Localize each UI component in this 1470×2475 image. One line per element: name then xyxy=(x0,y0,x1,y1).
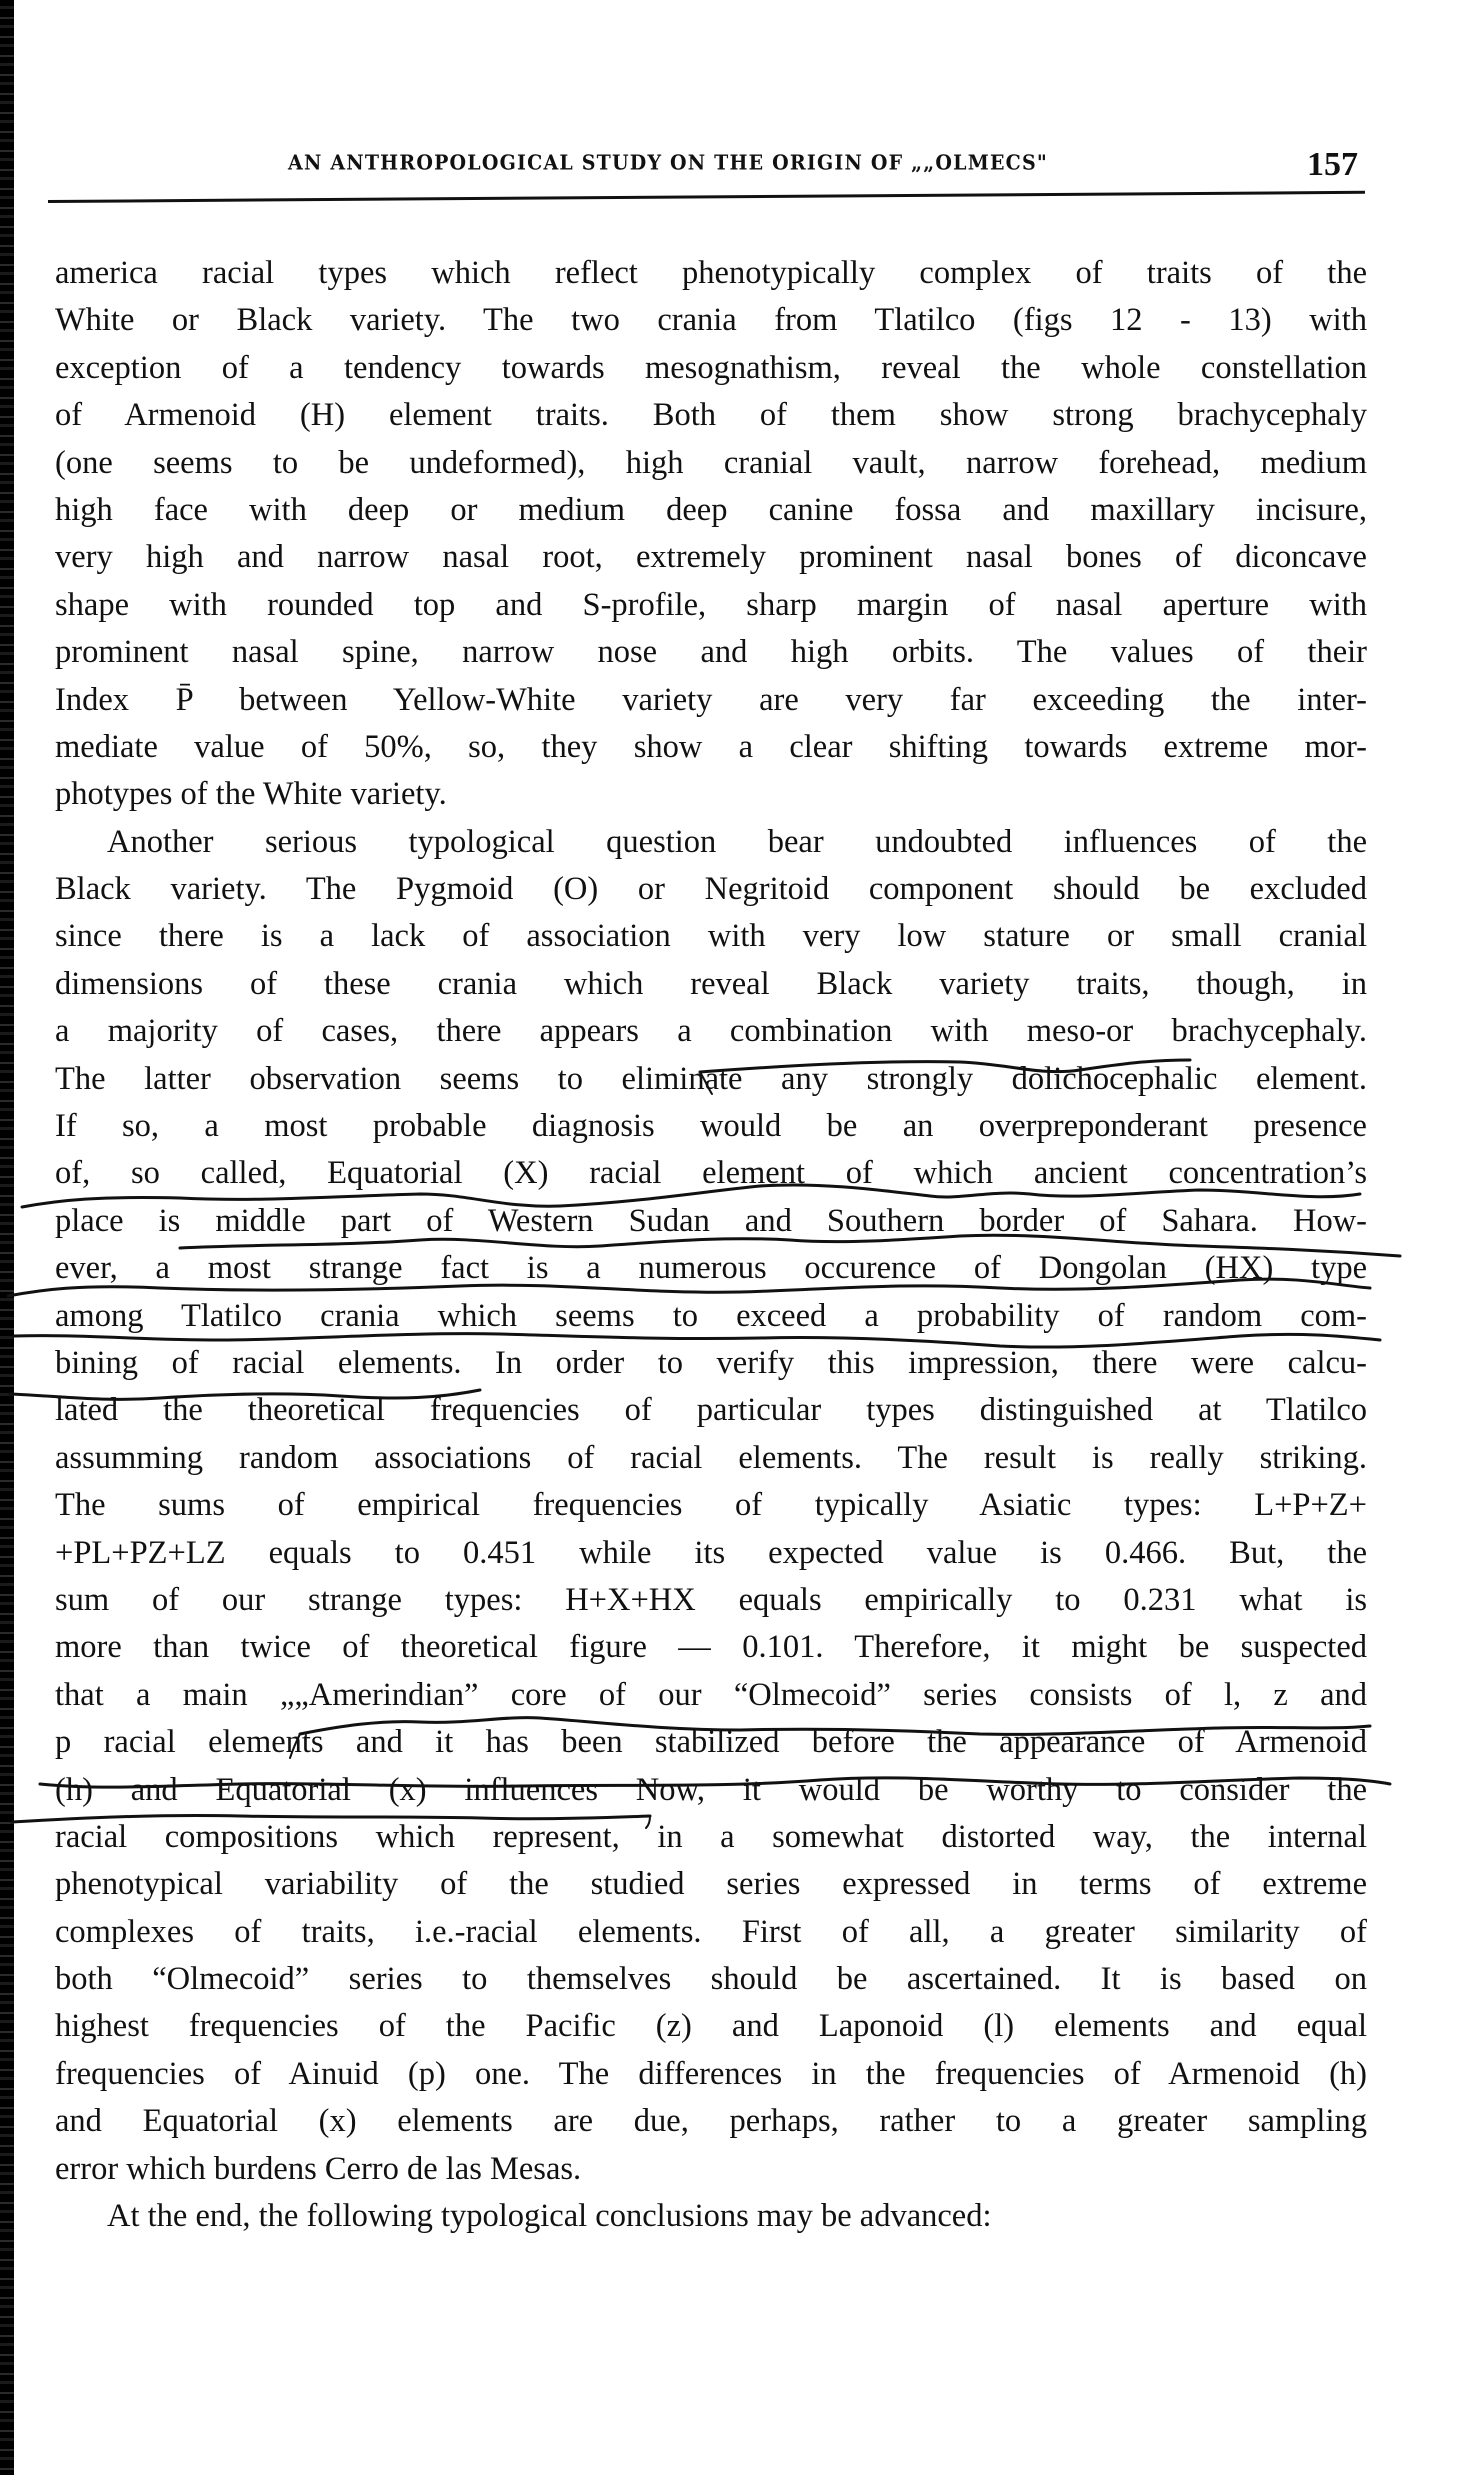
text-line: that a main „„Amerindian” core of our “Olmecoid” series consists of l, z and xyxy=(55,1676,1367,1713)
text-line: among Tlatilco crania which seems to exceed a probability of random com- xyxy=(55,1297,1367,1334)
text-line: frequencies of Ainuid (p) one. The differences in the frequencies of Armenoid (h) xyxy=(55,2055,1367,2092)
text-line: +PL+PZ+LZ equals to 0.451 while its expected value is 0.466. But, the xyxy=(55,1534,1367,1571)
text-line: lated the theoretical frequencies of particular types distinguished at Tlatilco xyxy=(55,1392,1367,1429)
header-rule xyxy=(48,191,1365,203)
text-line: a majority of cases, there appears a combination with meso-or brachycephaly. xyxy=(55,1013,1367,1050)
text-line: The sums of empirical frequencies of typically Asiatic types: L+P+Z+ xyxy=(55,1487,1367,1524)
page-number: 157 xyxy=(1307,146,1358,183)
text-line: The latter observation seems to eliminate any strongly dolichocephalic element. xyxy=(55,1060,1367,1097)
text-line: dimensions of these crania which reveal Black variety traits, though, in xyxy=(55,965,1367,1002)
body-text xyxy=(55,250,1367,2240)
text-line: White or Black variety. The two crania from Tlatilco (figs 12 - 13) with xyxy=(55,302,1367,339)
text-line: p racial elements and it has been stabilized before the appearance of Armenoid xyxy=(55,1724,1367,1761)
text-line: of, so called, Equatorial (X) racial element of which ancient concentration’s xyxy=(55,1155,1367,1192)
text-line: mediate value of 50%, so, they show a clear shifting towards extreme mor- xyxy=(55,728,1367,765)
text-line: (one seems to be undeformed), high cranial vault, narrow forehead, medium xyxy=(55,444,1367,481)
text-line: Index P̄ between Yellow-White variety are very far exceeding the inter- xyxy=(55,681,1367,718)
text-line: complexes of traits, i.e.-racial elements. First of all, a greater similarity of xyxy=(55,1913,1367,1950)
text-line: highest frequencies of the Pacific (z) and Laponoid (l) elements and equal xyxy=(55,2008,1367,2045)
text-line: prominent nasal spine, narrow nose and high orbits. The values of their xyxy=(55,634,1367,671)
text-line: bining of racial elements. In order to verify this impression, there were calcu- xyxy=(55,1344,1367,1381)
text-line: ever, a most strange fact is a numerous occurence of Dongolan (HX) type xyxy=(55,1250,1367,1287)
text-line: very high and narrow nasal root, extremely prominent nasal bones of diconcave xyxy=(55,539,1367,576)
text-line: (h) and Equatorial (x) influences Now, it would be worthy to consider the xyxy=(55,1771,1367,1808)
scan-border-left xyxy=(0,0,14,2475)
text-line: and Equatorial (x) elements are due, perhaps, rather to a greater sampling xyxy=(55,2103,1367,2140)
text-line: If so, a most probable diagnosis would be an overpreponderant presence xyxy=(55,1108,1367,1145)
text-line: since there is a lack of association with very low stature or small cranial xyxy=(55,918,1367,955)
text-line: place is middle part of Western Sudan and Southern border of Sahara. How- xyxy=(55,1202,1367,1239)
text-line: more than twice of theoretical figure — 0.101. Therefore, it might be suspected xyxy=(55,1629,1367,1666)
paragraph-end-line: photypes of the White variety. xyxy=(55,776,447,813)
text-line: america racial types which reflect phenotypically complex of traits of the xyxy=(55,255,1367,291)
text-line: shape with rounded top and S-profile, sharp margin of nasal aperture with xyxy=(55,586,1367,623)
text-line: high face with deep or medium deep canine fossa and maxillary incisure, xyxy=(55,491,1367,528)
text-line: both “Olmecoid” series to themselves should be ascertained. It is based on xyxy=(55,1961,1367,1998)
text-line: assumming random associations of racial elements. The result is really striking. xyxy=(55,1439,1367,1476)
paragraph-start-line: Another serious typological question bear undoubted influences of the xyxy=(107,823,1367,860)
text-line: phenotypical variability of the studied series expressed in terms of extreme xyxy=(55,1866,1367,1903)
text-line: sum of our strange types: H+X+HX equals empirically to 0.231 what is xyxy=(55,1581,1367,1618)
text-line: exception of a tendency towards mesognathism, reveal the whole constellation xyxy=(55,349,1367,386)
text-line: racial compositions which represent, in a somewhat distorted way, the internal xyxy=(55,1818,1367,1855)
paragraph-end-line: error which burdens Cerro de las Mesas. xyxy=(55,2150,582,2187)
text-line: of Armenoid (H) element traits. Both of them show strong brachycephaly xyxy=(55,397,1367,434)
paragraph-start-line: At the end, the following typological conclusions may be advanced: xyxy=(107,2198,992,2235)
running-title: AN ANTHROPOLOGICAL STUDY ON THE ORIGIN OF „„OLMECS" xyxy=(288,150,1048,176)
text-line: Black variety. The Pygmoid (O) or Negritoid component should be excluded xyxy=(55,871,1367,908)
